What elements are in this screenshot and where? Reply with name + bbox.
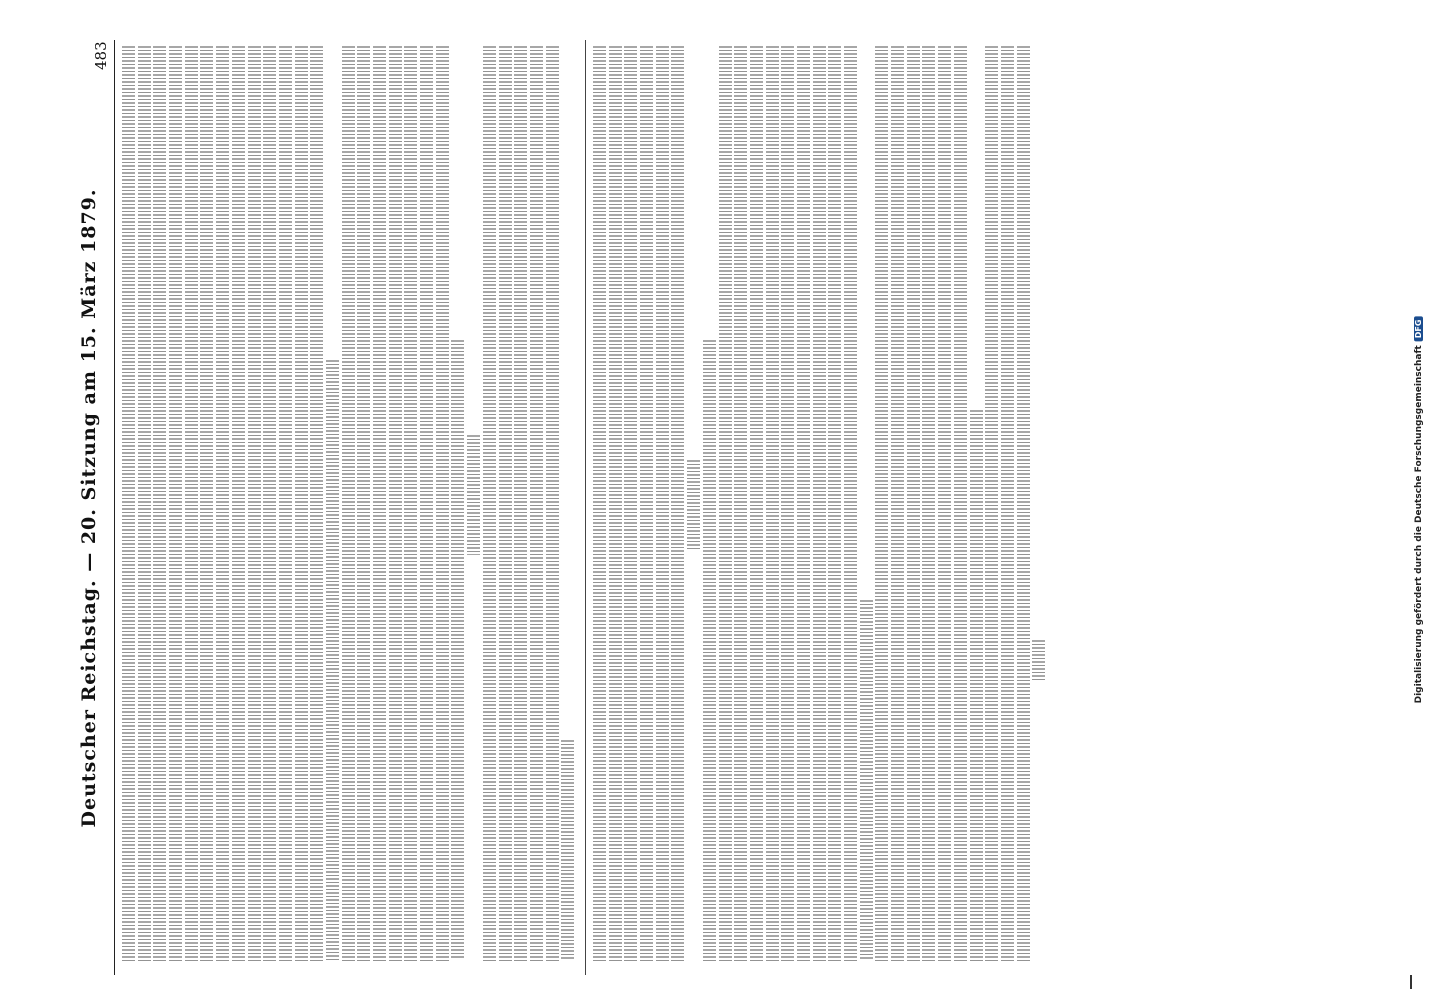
text-line xyxy=(404,46,417,961)
document-page xyxy=(40,40,1410,975)
digitization-credit xyxy=(1410,60,1428,960)
text-line xyxy=(373,46,386,961)
text-line xyxy=(875,46,888,961)
text-line xyxy=(420,46,433,961)
text-line xyxy=(781,46,794,961)
text-line xyxy=(954,46,967,961)
text-line xyxy=(389,46,402,961)
text-line xyxy=(624,46,637,961)
text-line xyxy=(766,46,779,961)
text-line xyxy=(860,600,873,961)
text-line xyxy=(122,46,135,961)
text-line xyxy=(593,46,606,961)
text-line xyxy=(546,46,559,961)
column-divider xyxy=(585,40,586,975)
text-line xyxy=(295,46,308,961)
text-line xyxy=(797,46,810,961)
text-line xyxy=(436,46,449,961)
text-line xyxy=(970,410,983,961)
running-head xyxy=(60,40,118,975)
text-line xyxy=(232,46,245,961)
text-line xyxy=(310,46,323,961)
text-line xyxy=(467,435,480,555)
text-line xyxy=(153,46,166,961)
text-line xyxy=(263,46,276,961)
credit-label: Digitalisierung gefördert durch die Deutsche Forschungsgemeinschaft xyxy=(1414,345,1424,704)
text-line xyxy=(1001,46,1014,961)
text-column-right xyxy=(593,40,1048,975)
text-line xyxy=(248,46,261,961)
text-line xyxy=(844,46,857,961)
text-line xyxy=(813,46,826,961)
text-line xyxy=(200,46,213,961)
text-line xyxy=(357,46,370,961)
text-line xyxy=(985,46,998,961)
text-line xyxy=(687,460,700,550)
running-head-text: Deutscher Reichstag. — 20. Sitzung am 15. März 1879. xyxy=(78,188,100,827)
text-line xyxy=(609,46,622,961)
dfg-logo: DFG xyxy=(1414,317,1423,342)
text-line xyxy=(719,46,732,961)
text-line xyxy=(342,46,355,961)
text-line xyxy=(938,46,951,961)
text-line xyxy=(640,46,653,961)
text-line xyxy=(185,46,198,961)
text-line xyxy=(671,46,684,961)
text-column-left xyxy=(122,40,577,975)
text-line xyxy=(451,340,464,960)
text-line xyxy=(514,46,527,961)
text-line xyxy=(561,740,574,961)
text-line xyxy=(483,46,496,961)
text-line xyxy=(530,46,543,961)
text-line xyxy=(828,46,841,961)
text-line xyxy=(734,46,747,961)
text-line xyxy=(216,46,229,961)
text-line xyxy=(279,46,292,961)
text-line xyxy=(326,360,339,960)
text-line xyxy=(656,46,669,961)
text-line xyxy=(703,340,716,961)
text-line xyxy=(169,46,182,961)
text-line xyxy=(138,46,151,961)
text-line xyxy=(750,46,763,961)
scan-speck xyxy=(1410,975,1412,989)
text-line xyxy=(1032,640,1045,680)
text-line xyxy=(907,46,920,961)
header-rule xyxy=(114,40,115,975)
credit-text xyxy=(1414,317,1424,704)
text-line xyxy=(891,46,904,961)
text-line xyxy=(1017,46,1030,961)
text-line xyxy=(499,46,512,961)
text-line xyxy=(922,46,935,961)
page-number: 483 xyxy=(92,41,110,70)
